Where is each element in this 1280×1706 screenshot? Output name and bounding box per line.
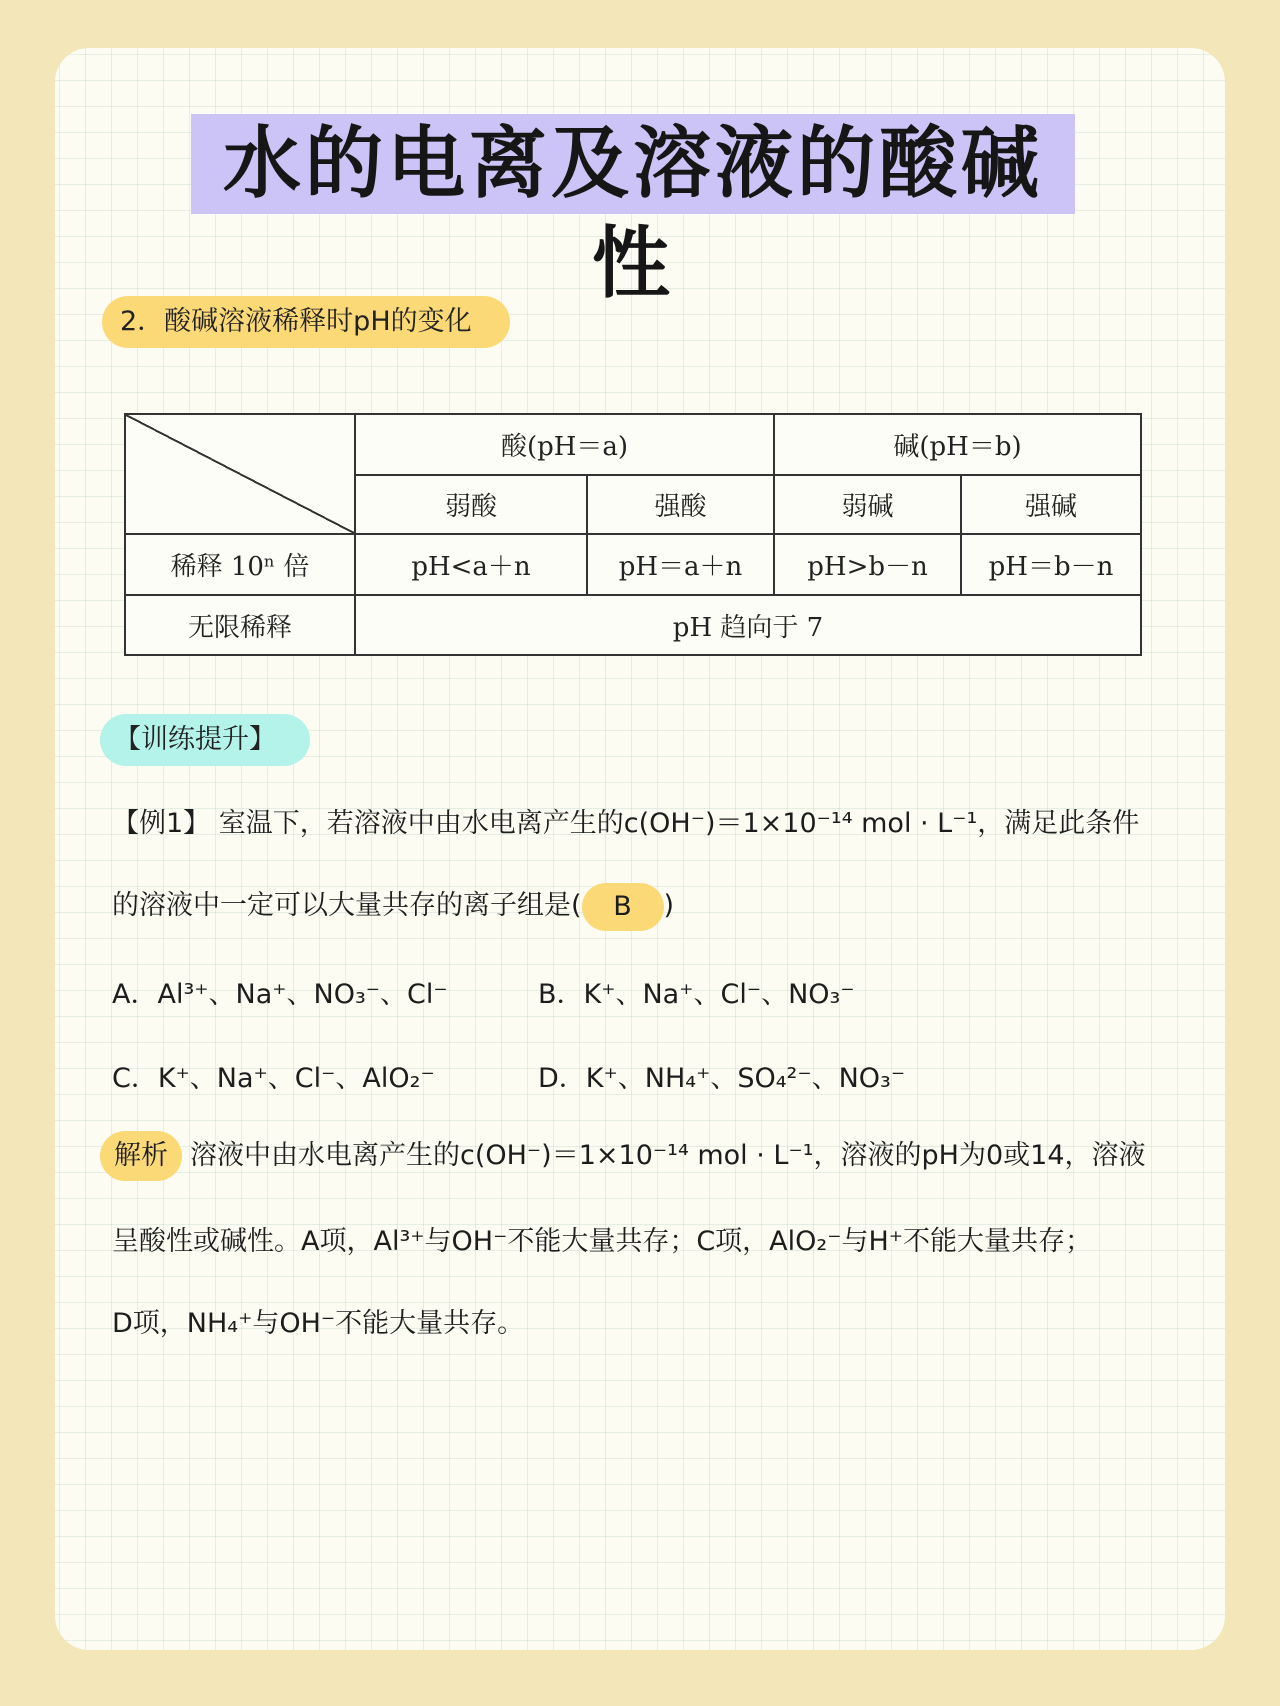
page-title: 水的电离及溶液的酸碱性 [191, 114, 1075, 214]
strong-acid-header: 强酸 [587, 475, 774, 534]
acid-header: 酸(pH＝a) [355, 414, 774, 475]
analysis-line-1 [100, 1131, 1146, 1181]
strong-base-header: 强碱 [961, 475, 1141, 534]
table-corner-cell [125, 414, 355, 534]
weak-base-header: 弱碱 [774, 475, 961, 534]
option-b: B．K⁺、Na⁺、Cl⁻、NO₃⁻ [538, 979, 855, 1010]
table-cell: pH<a＋n [355, 534, 587, 595]
example-line-2-text: 的溶液中一定可以大量共存的离子组是( [112, 890, 582, 921]
option-d: D．K⁺、NH₄⁺、SO₄²⁻、NO₃⁻ [538, 1063, 906, 1094]
example-line-2 [112, 882, 674, 931]
weak-acid-header: 弱酸 [355, 475, 587, 534]
analysis-line-2: 呈酸性或碱性。A项，Al³⁺与OH⁻不能大量共存；C项，AlO₂⁻与H⁺不能大量共存； [112, 1226, 1093, 1257]
example-line-1: 【例1】 室温下，若溶液中由水电离产生的c(OH⁻)＝1×10⁻¹⁴ mol · L⁻¹，满足此条件 [112, 808, 1140, 839]
analysis-line-1-text: 溶液中由水电离产生的c(OH⁻)＝1×10⁻¹⁴ mol · L⁻¹，溶液的pH为0或14，溶液 [190, 1140, 1146, 1171]
row-infinite-label: 无限稀释 [125, 595, 355, 655]
table-cell: pH＝a＋n [587, 534, 774, 595]
table-cell: pH>b－n [774, 534, 961, 595]
ph-dilution-table [124, 413, 1142, 656]
row-dilute-label: 稀释 10ⁿ 倍 [125, 534, 355, 595]
example-line-2-close: ) [663, 890, 675, 921]
table-cell: pH 趋向于 7 [355, 595, 1141, 655]
option-a: A．Al³⁺、Na⁺、NO₃⁻、Cl⁻ [112, 979, 448, 1010]
training-heading: 【训练提升】 [100, 714, 310, 766]
section-heading: 2．酸碱溶液稀释时pH的变化 [102, 296, 510, 348]
analysis-badge: 解析 [100, 1131, 182, 1181]
table-cell: pH＝b－n [961, 534, 1141, 595]
option-c: C．K⁺、Na⁺、Cl⁻、AlO₂⁻ [112, 1063, 435, 1094]
base-header: 碱(pH＝b) [774, 414, 1141, 475]
analysis-line-3: D项，NH₄⁺与OH⁻不能大量共存。 [112, 1308, 525, 1339]
answer-badge: B [582, 883, 664, 931]
